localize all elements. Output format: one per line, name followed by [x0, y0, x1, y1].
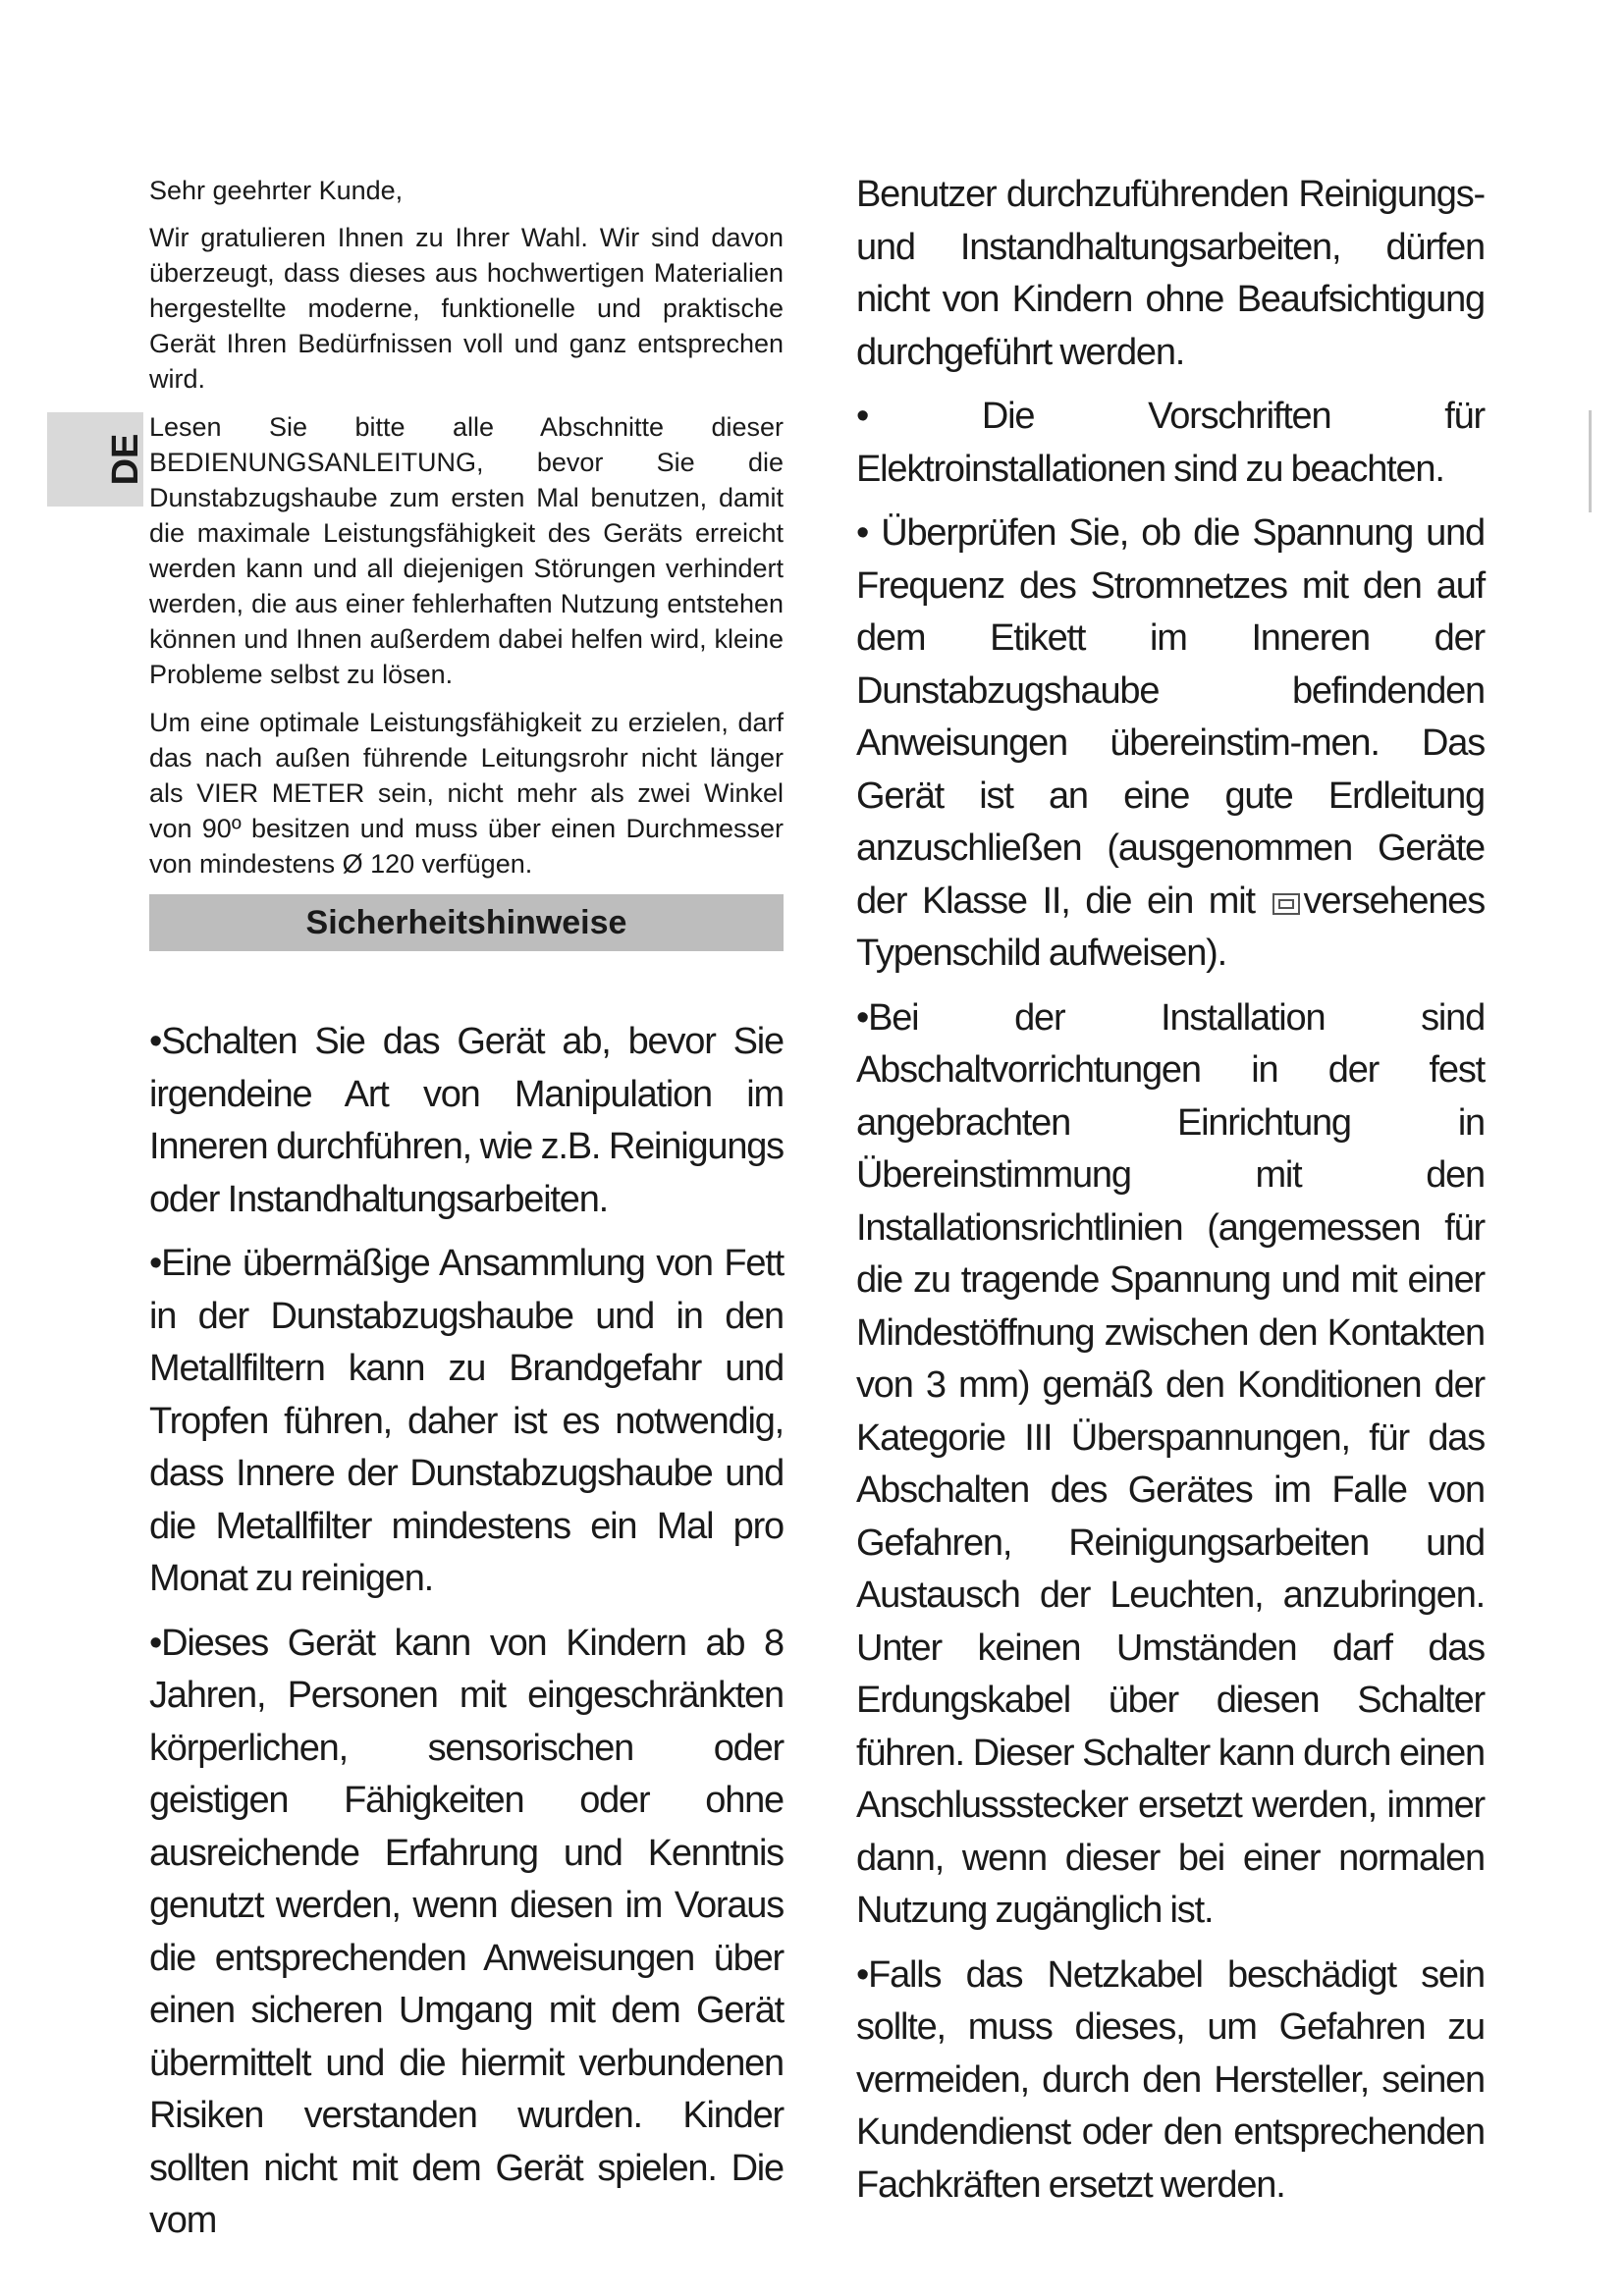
safety-item: •Eine übermäßige Ansammlung von Fett in der Dunstabzugshaube und in den Metallfiltern kann zu Brandgefahr und Tropfen führen, daher ist es notwendig, dass Innere der Dunstabzugshaube und die Metallfilter mindestens ein Mal pro Monat zu reinigen.	[149, 1243, 784, 1599]
language-label: DE	[105, 433, 146, 486]
safety-item	[856, 507, 1485, 981]
intro-section	[149, 173, 784, 881]
safety-list-left	[149, 1016, 784, 2248]
safety-item: •Schalten Sie das Gerät ab, bevor Sie irgendeine Art von Manipulation im Inneren durchführen, wie z.B. Reinigungs oder Instandhaltungsarbeiten.	[149, 1021, 784, 1220]
intro-paragraph-2: Lesen Sie bitte alle Abschnitte dieser BEDIENUNGSANLEITUNG, bevor Sie die Dunstabzugshaube zum ersten Mal benutzen, damit die maximale Leistungsfähigkeit des Geräts erreicht werden kann und all diejenigen Störungen verhindert werden, die aus einer fehlerhaften Nutzung entstehen können und Ihnen außerdem dabei helfen wird, kleine Probleme selbst zu lösen.	[149, 412, 784, 689]
class-ii-double-square-icon	[1272, 893, 1300, 915]
right-column	[856, 169, 1485, 2223]
voltage-text: • Überprüfen Sie, ob die Spannung und Frequenz des Stromnetzes mit den auf dem Etikett im Inneren der Dunstabzugshaube befindenden Anweisungen übereinstim-men. Das Gerät ist an eine gute Erdleitung anzuschließen (ausgenommen Geräte der Klasse II, die ein mit	[856, 512, 1485, 922]
left-column	[149, 173, 784, 2260]
voltage-text-end: versehenes Typenschild aufweisen).	[856, 880, 1485, 974]
safety-item: • Die Vorschriften für Elektroinstallationen sind zu beachten.	[856, 396, 1485, 490]
intro-paragraph-3: Um eine optimale Leistungsfähigkeit zu erzielen, darf das nach außen führende Leitungsrohr nicht länger als VIER METER sein, nicht mehr als zwei Winkel von 90º besitzen und muss über einen Durchmesser von mindestens Ø 120 verfügen.	[149, 708, 784, 879]
margin-marker	[1589, 410, 1592, 512]
safety-item-continuation: Benutzer durchzuführenden Reinigungs- und Instandhaltungsarbeiten, dürfen nicht von Kindern ohne Beaufsichtigung durchgeführt werden.	[856, 174, 1485, 373]
safety-item: •Bei der Installation sind Abschaltvorrichtungen in der fest angebrachten Einrichtung in Übereinstimmung mit den Installationsrichtlinien (angemessen für die zu tragende Spannung und mit einer Mindestöffnung zwischen den Kontakten von 3 mm) gemäß den Konditionen der Kategorie III Überspannungen, für das Abschalten des Gerätes im Falle von Gefahren, Reinigungsarbeiten und Austausch der Leuchten, anzubringen. Unter keinen Umständen darf das Erdungskabel über diesen Schalter führen. Dieser Schalter kann durch einen Anschlussstecker ersetzt werden, immer dann, wenn dieser bei einer normalen Nutzung zugänglich ist.	[856, 996, 1485, 1931]
safety-item: •Dieses Gerät kann von Kindern ab 8 Jahren, Personen mit eingeschränkten körperlichen, sensorischen oder geistigen Fähigkeiten oder ohne ausreichende Erfahrung und Kenntnis genutzt werden, wenn diesen im Voraus die entsprechenden Anweisungen über einen sicheren Umgang mit dem Gerät übermittelt und die hiermit verbundenen Risiken verstanden wurden. Kinder sollten nicht mit dem Gerät spielen. Die vom	[149, 1622, 784, 2241]
greeting: Sehr geehrter Kunde,	[149, 176, 404, 205]
section-heading: Sicherheitshinweise	[149, 894, 784, 951]
intro-paragraph-1: Wir gratulieren Ihnen zu Ihrer Wahl. Wir sind davon überzeugt, dass dieses aus hochwertigen Materialien hergestellte moderne, funktionelle und praktische Gerät Ihren Bedürfnissen voll und ganz entsprechen wird.	[149, 223, 784, 394]
safety-item: •Falls das Netzkabel beschädigt sein sollte, muss dieses, um Gefahren zu vermeiden, durch den Hersteller, seinen Kundendienst oder den entsprechenden Fachkräften ersetzt werden.	[856, 1953, 1485, 2206]
